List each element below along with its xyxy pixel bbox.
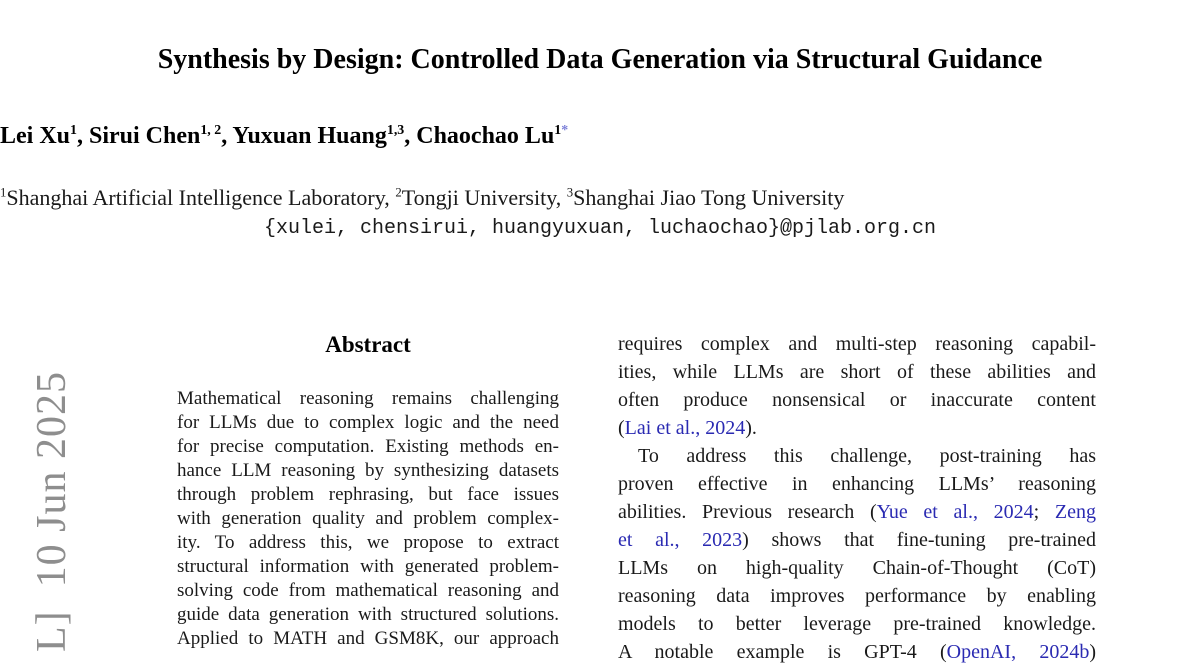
intro-column	[618, 330, 1096, 666]
text-line	[618, 358, 1096, 386]
text-segment: models to better leverage pre-trained knowledge.	[618, 613, 1096, 635]
abstract-heading: Abstract	[325, 332, 411, 357]
arxiv-watermark: L] 10 Jun 2025	[29, 371, 75, 652]
text-line	[177, 555, 559, 579]
text-line	[0, 123, 1200, 150]
text-line	[177, 603, 559, 627]
text-segment: often produce nonsensical or inaccurate content	[618, 389, 1096, 411]
citation-link[interactable]: Lai et al., 2024	[624, 417, 746, 439]
text-segment: through problem rephrasing, but face issues	[177, 484, 559, 505]
text-line	[177, 531, 559, 555]
superscript: 2	[395, 185, 402, 200]
text-segment: structural information with generated problem-	[177, 556, 559, 577]
superscript: 1	[554, 123, 562, 138]
text-line	[177, 411, 559, 435]
text-line	[0, 185, 1200, 211]
text-line	[618, 638, 1096, 666]
superscript: *	[561, 123, 569, 138]
author-line	[0, 123, 1200, 150]
superscript: 1	[0, 185, 7, 200]
abstract-body	[177, 387, 559, 651]
citation-link[interactable]: Yue et al., 2024	[876, 501, 1034, 523]
text-segment: , Yuxuan Huang	[221, 123, 387, 149]
text-line	[177, 387, 559, 411]
text-segment: Mathematical reasoning remains challenging	[177, 388, 559, 409]
text-line	[177, 507, 559, 531]
text-line	[618, 470, 1096, 498]
text-segment: A notable example is GPT-4 (	[618, 641, 947, 663]
text-line	[177, 435, 559, 459]
text-line	[618, 498, 1096, 526]
text-segment	[200, 123, 221, 149]
text-segment: , Chaochao Lu	[404, 123, 555, 149]
affiliation-line	[0, 185, 1200, 211]
email-line: {xulei, chensirui, huangyuxuan, luchaochao}@pjlab.org.cn	[263, 217, 937, 240]
citation-link[interactable]: OpenAI, 2024b	[946, 641, 1090, 663]
superscript: 1, 2	[200, 123, 222, 138]
text-segment	[561, 123, 568, 149]
paper-title: Synthesis by Design: Controlled Data Generation via Structural Guidance	[157, 44, 1043, 75]
text-line	[618, 526, 1096, 554]
superscript: 1	[70, 123, 77, 138]
text-segment: hance LLM reasoning by synthesizing datasets	[177, 460, 559, 481]
text-segment: ;	[1033, 501, 1055, 523]
text-segment: To address this challenge, post-training has	[638, 445, 1096, 467]
text-segment: , Sirui Chen	[76, 123, 201, 149]
text-segment: with generation quality and problem complex-	[177, 508, 559, 529]
text-segment: proven effective in enhancing LLMs’ reasoning	[618, 473, 1096, 495]
text-segment: )	[1089, 641, 1096, 663]
text-segment: Tongji University,	[401, 185, 567, 210]
text-segment	[387, 123, 404, 149]
citation-link[interactable]: Zeng	[1054, 501, 1096, 523]
text-segment: for LLMs due to complex logic and the need	[177, 412, 559, 433]
text-segment: LLMs on high-quality Chain-of-Thought (CoT)	[618, 557, 1096, 579]
citation-link[interactable]: et al., 2023	[618, 529, 743, 551]
text-segment: (	[618, 417, 625, 439]
superscript: 1,3	[386, 123, 405, 138]
text-segment: Shanghai Jiao Tong University	[573, 185, 845, 210]
text-segment	[70, 123, 77, 149]
text-segment: abilities. Previous research (	[618, 501, 877, 523]
text-line	[177, 483, 559, 507]
text-line	[618, 330, 1096, 358]
text-line	[618, 554, 1096, 582]
text-segment: ) shows that fine-tuning pre-trained	[742, 529, 1096, 551]
text-segment: ).	[745, 417, 757, 439]
text-segment: guide data generation with structured solutions.	[177, 604, 559, 625]
text-segment: Applied to MATH and GSM8K, our approach	[177, 628, 559, 649]
text-segment: solving code from mathematical reasoning and	[177, 580, 559, 601]
text-line	[618, 442, 1096, 470]
text-segment: for precise computation. Existing methods en-	[177, 436, 559, 457]
text-line	[618, 386, 1096, 414]
text-segment: ities, while LLMs are short of these abilities and	[618, 361, 1096, 383]
text-line	[618, 414, 1096, 442]
text-line	[177, 459, 559, 483]
text-segment: requires complex and multi-step reasoning capabil-	[618, 333, 1096, 355]
text-line	[177, 579, 559, 603]
text-line	[177, 627, 559, 651]
text-segment: Shanghai Artificial Intelligence Laboratory,	[6, 185, 396, 210]
text-segment: Lei Xu	[0, 123, 71, 149]
text-segment: reasoning data improves performance by enabling	[618, 585, 1096, 607]
text-line	[618, 582, 1096, 610]
superscript: 3	[566, 185, 574, 200]
text-line	[618, 610, 1096, 638]
text-segment: ity. To address this, we propose to extract	[177, 532, 559, 553]
